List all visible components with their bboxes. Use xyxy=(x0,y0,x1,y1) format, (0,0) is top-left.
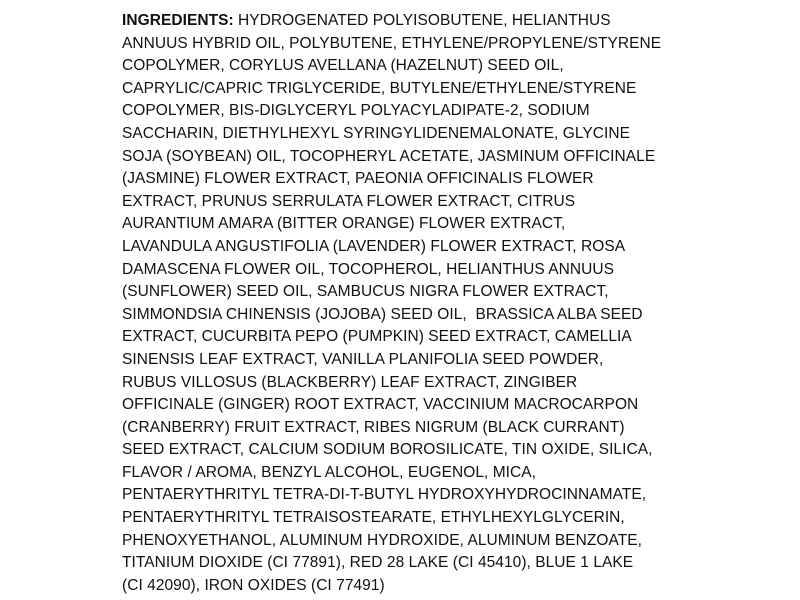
ingredients-line: (JASMINE) FLOWER EXTRACT, PAEONIA OFFICINALIS FLOWER xyxy=(122,170,594,188)
ingredients-line: SIMMONDSIA CHINENSIS (JOJOBA) SEED OIL, BRASSICA ALBA SEED xyxy=(122,305,643,323)
ingredients-line: SINENSIS LEAF EXTRACT, VANILLA PLANIFOLIA SEED POWDER, xyxy=(122,350,604,368)
ingredients-line: FLAVOR / AROMA, BENZYL ALCOHOL, EUGENOL, MICA, xyxy=(122,463,537,481)
ingredients-line: (CRANBERRY) FRUIT EXTRACT, RIBES NIGRUM (BLACK CURRANT) xyxy=(122,418,625,436)
ingredients-line: COPOLYMER, CORYLUS AVELLANA (HAZELNUT) SEED OIL, xyxy=(122,57,564,75)
ingredients-line: PHENOXYETHANOL, ALUMINUM HYDROXIDE, ALUMINUM BENZOATE, xyxy=(122,531,643,549)
ingredients-line: RUBUS VILLOSUS (BLACKBERRY) LEAF EXTRACT, ZINGIBER xyxy=(122,373,578,391)
ingredients-line: EXTRACT, PRUNUS SERRULATA FLOWER EXTRACT, CITRUS xyxy=(122,192,576,210)
ingredients-line: PENTAERYTHRITYL TETRAISOSTEARATE, ETHYLHEXYLGLYCERIN, xyxy=(122,509,625,527)
ingredients-line: LAVANDULA ANGUSTIFOLIA (LAVENDER) FLOWER EXTRACT, ROSA xyxy=(122,237,626,255)
ingredients-line: (CI 42090), IRON OXIDES (CI 77491) xyxy=(122,576,385,594)
ingredients-line: PENTAERYTHRITYL TETRA-DI-T-BUTYL HYDROXYHYDROCINNAMATE, xyxy=(122,486,647,504)
ingredients-line: (SUNFLOWER) SEED OIL, SAMBUCUS NIGRA FLOWER EXTRACT, xyxy=(122,283,609,301)
ingredients-line: ANNUUS HYBRID OIL, POLYBUTENE, ETHYLENE/PROPYLENE/STYRENE xyxy=(122,34,662,52)
ingredients-line: TITANIUM DIOXIDE (CI 77891), RED 28 LAKE (CI 45410), BLUE 1 LAKE xyxy=(122,554,634,572)
ingredients-line-text: HYDROGENATED POLYISOBUTENE, HELIANTHUS xyxy=(233,12,611,29)
ingredients-line: CAPRYLIC/CAPRIC TRIGLYCERIDE, BUTYLENE/ETHYLENE/STYRENE xyxy=(122,79,637,97)
ingredients-line: AURANTIUM AMARA (BITTER ORANGE) FLOWER EXTRACT, xyxy=(122,215,566,233)
ingredients-heading: INGREDIENTS: xyxy=(122,12,234,29)
ingredients-line: EXTRACT, CUCURBITA PEPO (PUMPKIN) SEED EXTRACT, CAMELLIA xyxy=(122,328,632,346)
ingredients-line: SACCHARIN, DIETHYLHEXYL SYRINGYLIDENEMALONATE, GLYCINE xyxy=(122,124,631,142)
ingredients-line: OFFICINALE (GINGER) ROOT EXTRACT, VACCINIUM MACROCARPON xyxy=(122,396,639,414)
ingredients-line: DAMASCENA FLOWER OIL, TOCOPHEROL, HELIANTHUS ANNUUS xyxy=(122,260,615,278)
ingredients-line: SOJA (SOYBEAN) OIL, TOCOPHERYL ACETATE, JASMINUM OFFICINALE xyxy=(122,147,656,165)
ingredients-line: SEED EXTRACT, CALCIUM SODIUM BOROSILICATE, TIN OXIDE, SILICA, xyxy=(122,441,653,459)
ingredients-list xyxy=(122,10,702,597)
ingredients-line xyxy=(122,10,702,33)
ingredients-line: COPOLYMER, BIS-DIGLYCERYL POLYACYLADIPATE-2, SODIUM xyxy=(122,102,590,120)
